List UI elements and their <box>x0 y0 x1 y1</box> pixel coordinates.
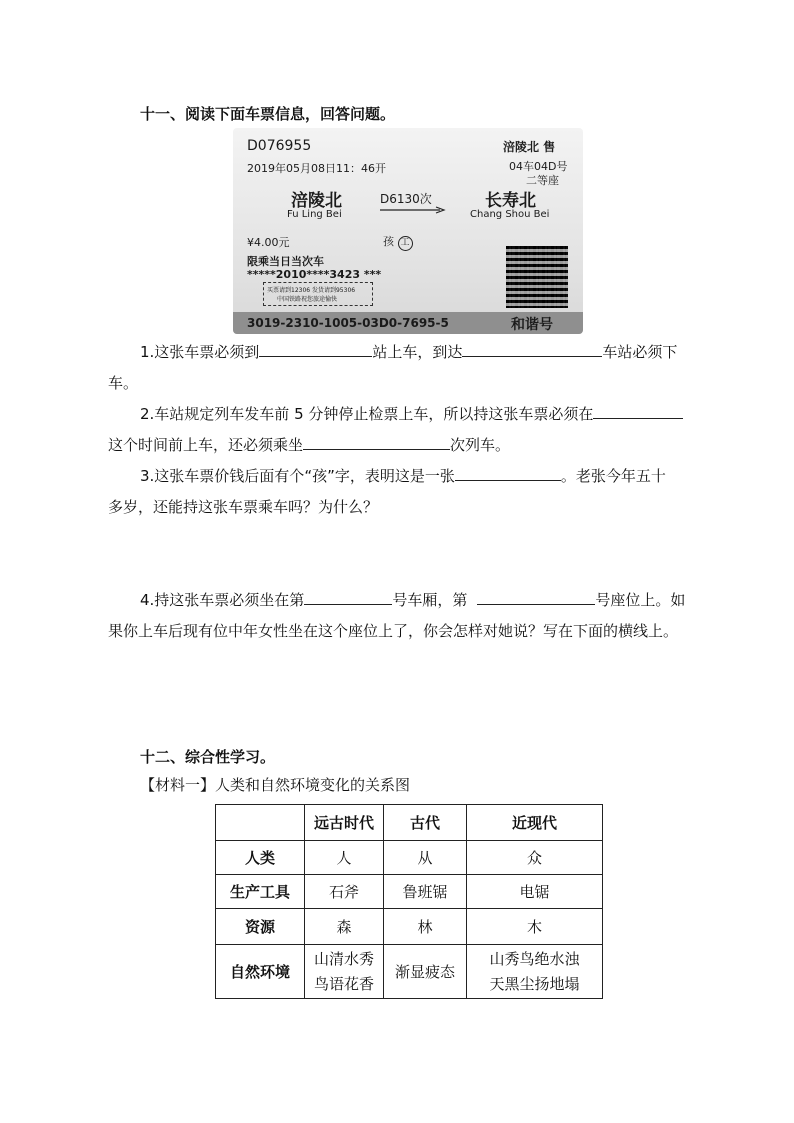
table-cell: 石斧 <box>305 875 384 909</box>
q1-text-c: 车站必须下 <box>602 343 678 361</box>
ticket-to-en: Chang Shou Bei <box>470 209 550 220</box>
table-row <box>216 841 603 875</box>
ticket-sold-at: 涪陵北 售 <box>503 140 556 154</box>
question-4-line1 <box>140 585 685 616</box>
ticket-to-cn: 长寿北 <box>485 191 536 211</box>
table-row-label: 资源 <box>216 909 305 945</box>
q1-answer-blank-1[interactable] <box>259 338 372 357</box>
q2-text-b: 这个时间前上车，还必须乘坐 <box>108 436 304 454</box>
ticket-qr-code <box>506 246 568 308</box>
table-row-label: 生产工具 <box>216 875 305 909</box>
question-2-line2 <box>108 430 510 461</box>
ticket-train-number: D6130次 <box>380 192 432 206</box>
table-cell: 木 <box>467 909 603 945</box>
ticket-datetime: 2019年05月08日11：46开 <box>247 162 386 175</box>
table-row-label: 人类 <box>216 841 305 875</box>
ticket-refund-line1: 买票请到12306 发货请到95306 <box>267 287 356 294</box>
table-row <box>216 945 603 999</box>
table-cell: 林 <box>384 909 467 945</box>
table-row <box>216 875 603 909</box>
q3-text-a: 3.这张车票价钱后面有个“孩”字，表明这是一张 <box>140 467 455 485</box>
ticket-child-mark <box>383 233 413 251</box>
ticket-refund-line2: 中国铁路祝您旅途愉快 <box>277 296 338 303</box>
table-cell: 从 <box>384 841 467 875</box>
ticket-seat: 04车04D号 <box>509 160 568 173</box>
ticket-number: D076955 <box>247 138 312 154</box>
ticket-price: ¥4.00元 <box>247 236 290 249</box>
section-12-heading: 十二、综合性学习。 <box>140 748 276 766</box>
q4-text-c: 号座位上。如 <box>595 591 686 609</box>
question-3-line2: 多岁，还能持这张车票乘车吗？为什么？ <box>108 498 379 516</box>
table-row <box>216 909 603 945</box>
ticket-from-cn: 涪陵北 <box>291 191 342 211</box>
q2-answer-blank-2[interactable] <box>303 431 450 450</box>
q3-answer-blank[interactable] <box>455 462 561 481</box>
q4-text-b: 号车厢，第 <box>392 591 468 609</box>
table-cell: 渐显疲态 <box>384 945 467 999</box>
section-11-heading: 十一、阅读下面车票信息，回答问题。 <box>140 105 396 123</box>
ticket-from-en: Fu Ling Bei <box>287 209 342 220</box>
ticket-brand: 和谐号 <box>511 317 553 333</box>
q4-answer-blank-2[interactable] <box>477 586 595 605</box>
q3-text-b: 。老张今年五十 <box>560 467 666 485</box>
ticket-class: 二等座 <box>526 174 559 187</box>
q2-text-a: 2.车站规定列车发车前 5 分钟停止检票上车，所以持这张车票必须在 <box>140 405 594 423</box>
table-header-cell: 近现代 <box>467 805 603 841</box>
table-cell: 山秀鸟绝水浊 天黑尘扬地塌 <box>467 945 603 999</box>
question-4-line2: 果你上车后现有位中年女性坐在这个座位上了，你会怎样对她说？写在下面的横线上。 <box>108 622 679 640</box>
question-1-line2: 车。 <box>108 374 139 392</box>
ticket-child-label: 孩 <box>383 235 394 248</box>
table-cell: 众 <box>467 841 603 875</box>
table-header-cell <box>216 805 305 841</box>
question-3-line1 <box>140 461 666 492</box>
ticket-id-masked: *****2010****3423 *** <box>247 268 382 281</box>
question-1-line1 <box>140 337 677 368</box>
q2-text-c: 次列车。 <box>450 436 511 454</box>
q2-answer-blank-1[interactable] <box>593 400 683 419</box>
table-cell: 人 <box>305 841 384 875</box>
q1-answer-blank-2[interactable] <box>462 338 602 357</box>
train-ticket-image <box>233 128 583 334</box>
table-header-cell: 远古时代 <box>305 805 384 841</box>
q1-text-b: 站上车，到达 <box>372 343 463 361</box>
ticket-serial: 3019-2310-1005-03D0-7695-5 <box>247 316 449 330</box>
table-cell: 电锯 <box>467 875 603 909</box>
ticket-limit: 限乘当日当次车 <box>247 255 324 268</box>
table-row-label: 自然环境 <box>216 945 305 999</box>
q4-text-a: 4.持这张车票必须坐在第 <box>140 591 305 609</box>
table-header-cell: 古代 <box>384 805 467 841</box>
ticket-child-badge: 工 <box>398 236 413 251</box>
table-cell: 森 <box>305 909 384 945</box>
table-cell: 鲁班锯 <box>384 875 467 909</box>
question-2-line1 <box>140 399 683 430</box>
table-cell: 山清水秀 鸟语花香 <box>305 945 384 999</box>
material-1-title: 【材料一】人类和自然环境变化的关系图 <box>140 776 411 794</box>
ticket-arrow-icon <box>378 205 448 215</box>
q4-answer-blank-1[interactable] <box>304 586 392 605</box>
human-environment-table <box>215 804 603 999</box>
q1-text-a: 1.这张车票必须到 <box>140 343 260 361</box>
table-header-row <box>216 805 603 841</box>
